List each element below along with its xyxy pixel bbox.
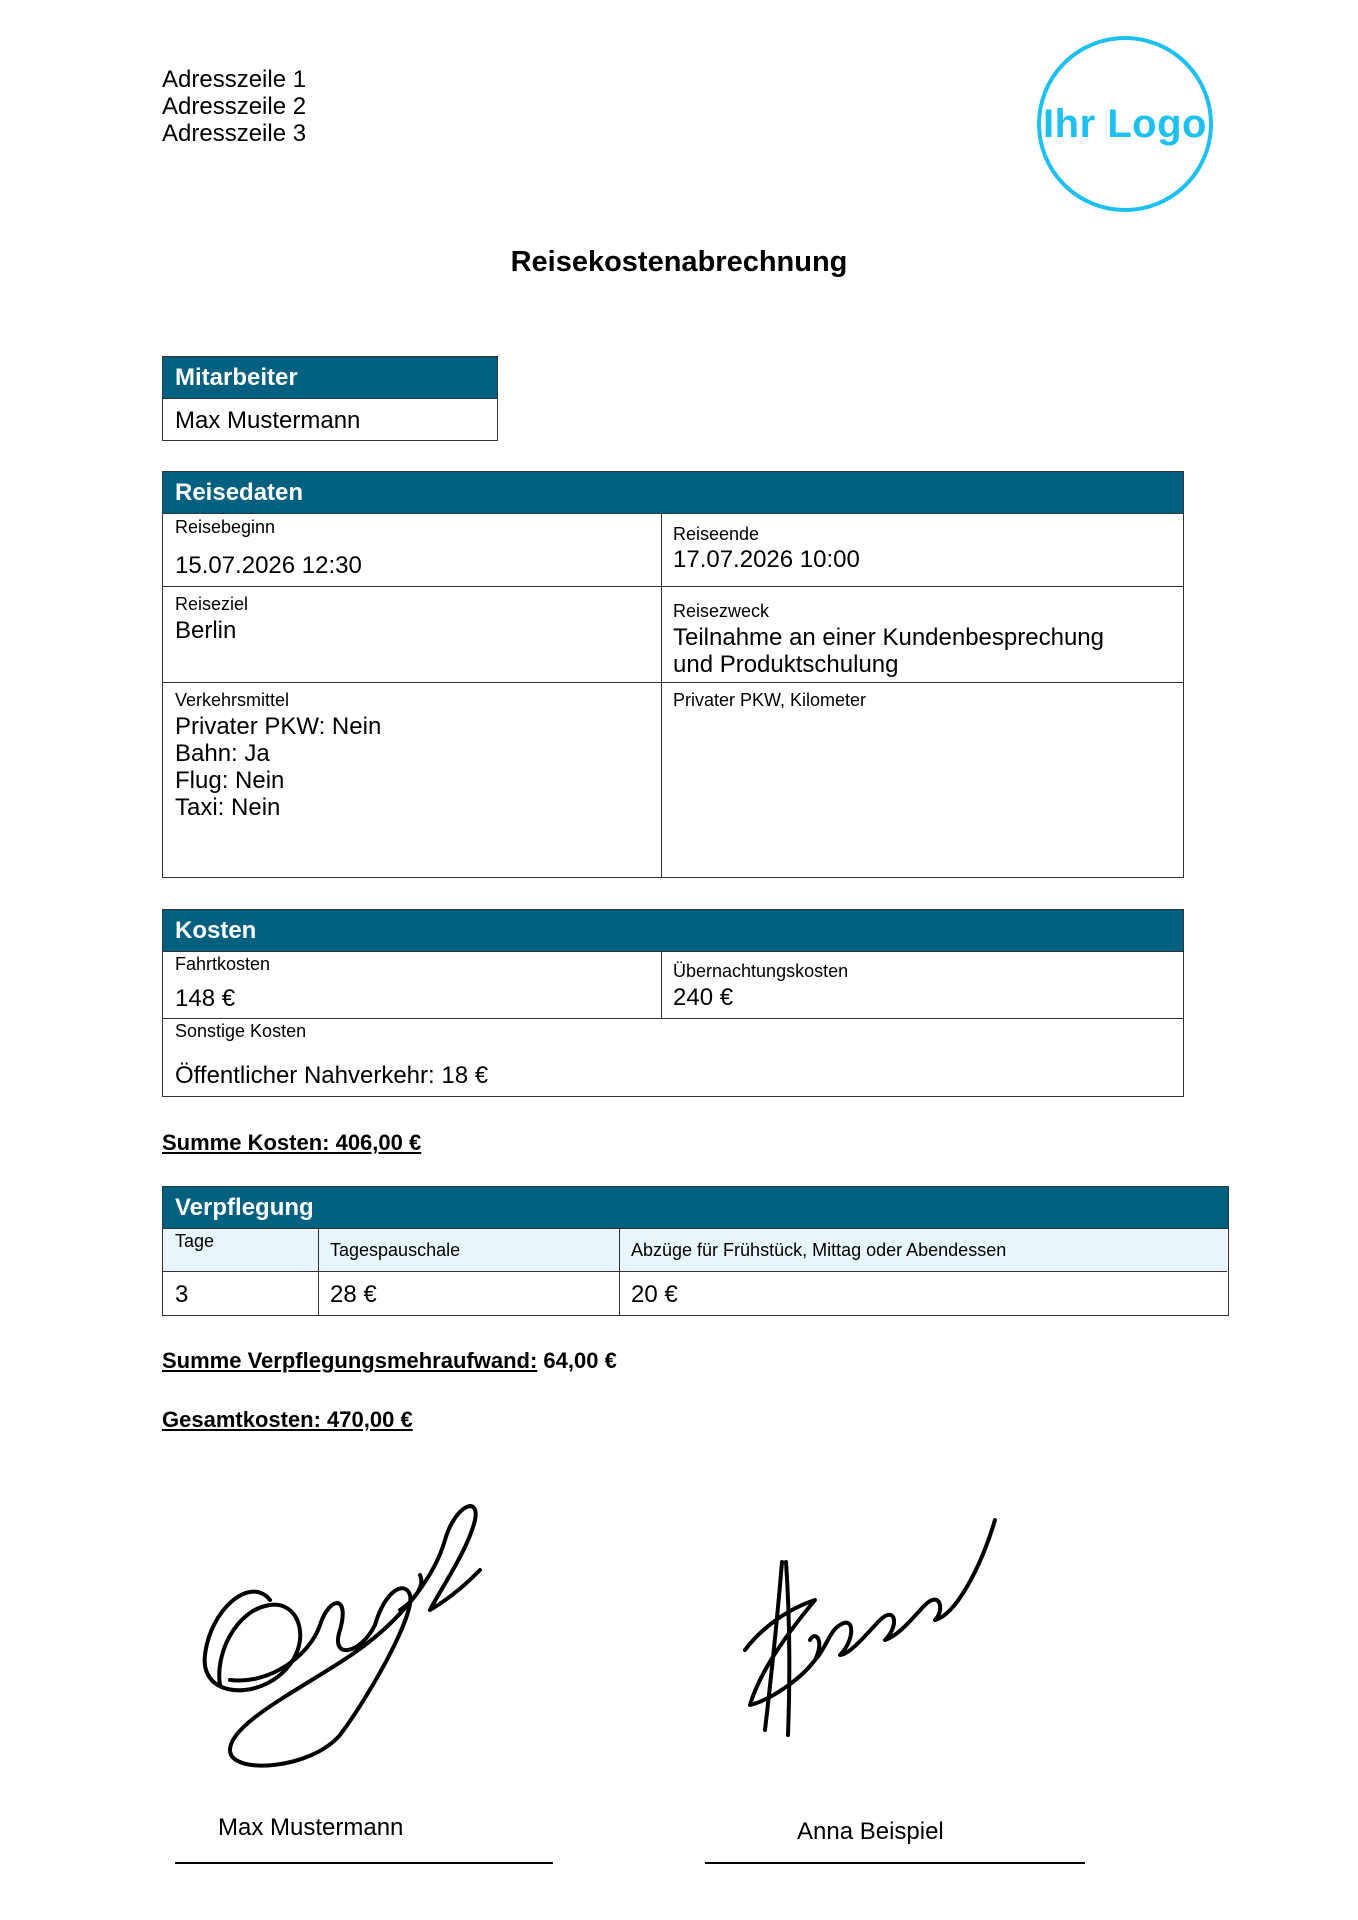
address-line-3: Adresszeile 3: [162, 120, 307, 147]
reisezweck-line-1: Teilnahme an einer Kundenbesprechung: [673, 624, 1104, 651]
mitarbeiter-header: Mitarbeiter: [163, 357, 497, 399]
verkehrsmittel-item: Taxi: Nein: [175, 794, 281, 821]
signature-line-1: [175, 1862, 553, 1864]
logo-text: Ihr Logo: [1043, 101, 1207, 146]
verpflegung-header: Verpflegung: [163, 1187, 1228, 1229]
address-line-2: Adresszeile 2: [162, 93, 307, 120]
mitarbeiter-name: Max Mustermann: [175, 407, 361, 434]
mitarbeiter-section: [162, 356, 498, 441]
document-title: Reisekostenabrechnung: [510, 246, 848, 278]
reisezweck-value: [661, 624, 1104, 678]
signature-anna-beispiel: [730, 1480, 1030, 1750]
tage-value: 3: [175, 1281, 189, 1308]
gesamtkosten: Gesamtkosten: 470,00 €: [162, 1407, 413, 1432]
row-divider: [163, 586, 1183, 587]
kosten-header: Kosten: [163, 910, 1183, 952]
reisebeginn-value: 15.07.2026 12:30: [175, 552, 362, 579]
row-divider: [163, 1018, 1183, 1019]
reisezweck-line-2: und Produktschulung: [673, 651, 899, 678]
col-tagespauschale: Tagespauschale: [330, 1240, 461, 1260]
reiseziel-value: Berlin: [175, 617, 237, 644]
row-divider: [163, 682, 1183, 683]
row-divider: [163, 1271, 1227, 1272]
signature-line-2: [705, 1862, 1085, 1864]
fahrtkosten-label: Fahrtkosten: [175, 954, 271, 974]
reiseende-value: 17.07.2026 10:00: [673, 546, 860, 573]
summe-verpflegung-label: Summe Verpflegungsmehraufwand:: [162, 1348, 538, 1373]
reisedaten-header: Reisedaten: [163, 472, 1183, 514]
signature-max-mustermann: [190, 1480, 510, 1780]
uebernachtung-label: Übernachtungskosten: [673, 961, 849, 981]
summe-verpflegung: [162, 1348, 617, 1374]
kosten-section: [162, 909, 1184, 1097]
verpflegung-section: [162, 1186, 1229, 1316]
reisebeginn-label: Reisebeginn: [175, 517, 276, 537]
tagespauschale-value: 28 €: [330, 1281, 377, 1308]
uebernachtung-value: 240 €: [673, 984, 734, 1011]
verkehrsmittel-item: Bahn: Ja: [175, 740, 270, 767]
sonstige-kosten-label: Sonstige Kosten: [175, 1021, 307, 1041]
logo: [1037, 36, 1213, 212]
reiseziel-label: Reiseziel: [175, 594, 249, 614]
verkehrsmittel-list: [163, 713, 381, 821]
reisedaten-section: [162, 471, 1184, 878]
verkehrsmittel-item: Privater PKW: Nein: [175, 713, 382, 740]
col-tage: Tage: [175, 1231, 215, 1251]
abzuege-value: 20 €: [631, 1281, 678, 1308]
signature-name-2: Anna Beispiel: [797, 1818, 944, 1845]
address-block: [162, 66, 306, 147]
reisezweck-label: Reisezweck: [673, 601, 770, 621]
reiseende-label: Reiseende: [673, 524, 760, 544]
summe-verpflegung-value: 64,00 €: [543, 1348, 617, 1373]
verkehrsmittel-item: Flug: Nein: [175, 767, 285, 794]
address-line-1: Adresszeile 1: [162, 66, 307, 93]
pkw-kilometer-label: Privater PKW, Kilometer: [673, 690, 867, 710]
verkehrsmittel-label: Verkehrsmittel: [175, 690, 290, 710]
fahrtkosten-value: 148 €: [175, 985, 236, 1012]
col-abzuege: Abzüge für Frühstück, Mittag oder Abendessen: [631, 1240, 1007, 1260]
signature-name-1: Max Mustermann: [218, 1814, 404, 1841]
summe-kosten: Summe Kosten: 406,00 €: [162, 1130, 422, 1155]
sonstige-kosten-value: Öffentlicher Nahverkehr: 18 €: [175, 1062, 489, 1089]
